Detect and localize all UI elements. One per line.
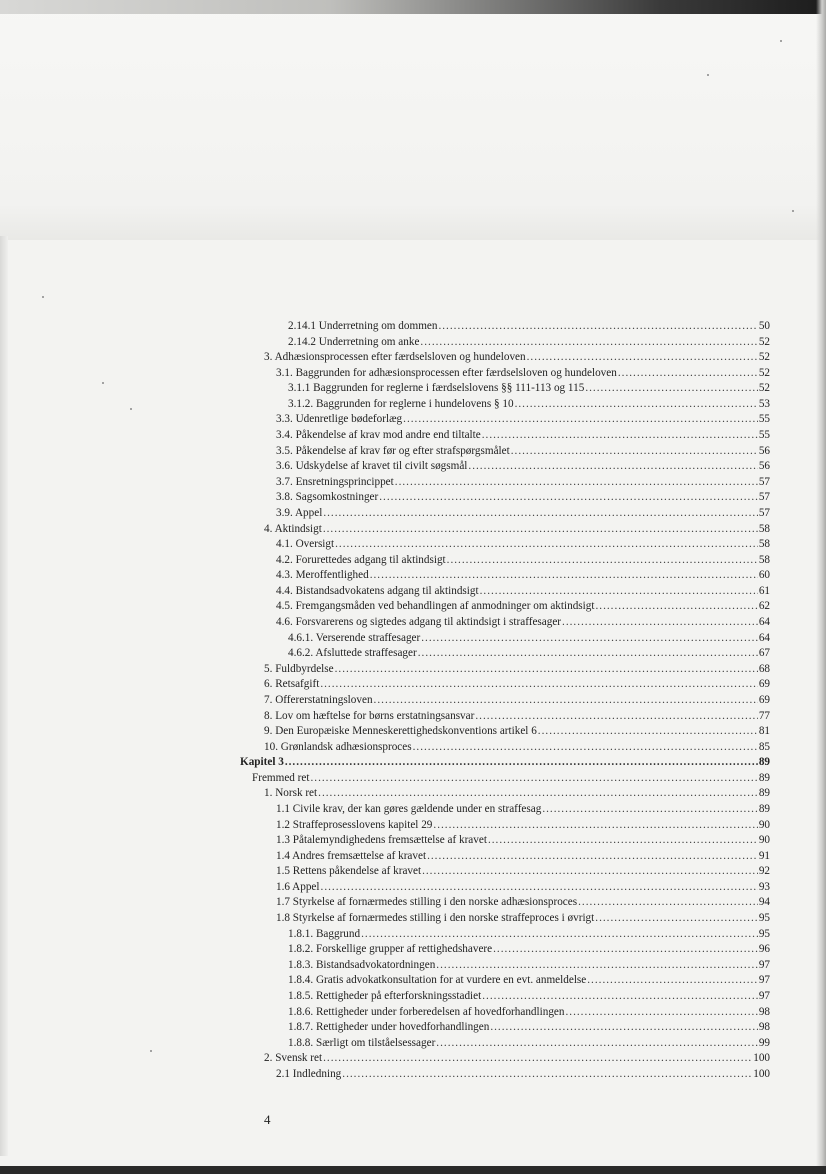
- toc-leader-dots: [403, 411, 758, 427]
- toc-entry[interactable]: [264, 708, 770, 724]
- toc-entry[interactable]: [276, 567, 770, 583]
- toc-entry-page: 95: [758, 927, 770, 940]
- toc-leader-dots: [374, 692, 758, 708]
- toc-entry[interactable]: [288, 1004, 770, 1020]
- toc-leader-dots: [436, 1035, 758, 1051]
- toc-entry[interactable]: [276, 505, 770, 521]
- toc-entry-page: 69: [758, 693, 770, 706]
- toc-entry[interactable]: [288, 396, 770, 412]
- toc-entry[interactable]: [288, 988, 770, 1004]
- toc-entry-label: 2.1 Indledning: [276, 1067, 342, 1080]
- toc-entry[interactable]: [276, 536, 770, 552]
- toc-entry-label: 4.5. Fremgangsmåden ved behandlingen af anmodninger om aktindsigt: [276, 600, 595, 613]
- scan-speck: [130, 408, 132, 410]
- toc-entry-page: 89: [758, 787, 770, 800]
- toc-entry[interactable]: [264, 692, 770, 708]
- toc-entry-label: 6. Retsafgift: [264, 678, 320, 691]
- toc-entry-page: 52: [758, 366, 770, 379]
- toc-leader-dots: [418, 645, 758, 661]
- toc-entry-label: Kapitel 3: [240, 756, 284, 769]
- toc-leader-dots: [321, 879, 758, 895]
- toc-entry-label: 3.7. Ensretningsprincippet: [276, 475, 394, 488]
- toc-entry-label: 5. Fuldbyrdelse: [264, 662, 334, 675]
- toc-entry-page: 95: [758, 912, 770, 925]
- toc-entry-label: 1.7 Styrkelse af fornærmedes stilling i den norske adhæsionsproces: [276, 896, 578, 909]
- toc-entry[interactable]: [288, 972, 770, 988]
- toc-entry-label: 2. Svensk ret: [264, 1052, 323, 1065]
- toc-leader-dots: [447, 552, 758, 568]
- toc-entry-page: 97: [758, 989, 770, 1002]
- toc-leader-dots: [335, 536, 758, 552]
- toc-entry-label: 2.14.2 Underretning om anke: [288, 335, 420, 348]
- toc-entry[interactable]: [288, 926, 770, 942]
- toc-entry-page: 77: [758, 709, 770, 722]
- toc-entry-page: 100: [753, 1052, 770, 1065]
- toc-entry[interactable]: [276, 1066, 770, 1082]
- toc-entry-label: 1.5 Rettens påkendelse af kravet: [276, 865, 422, 878]
- toc-entry-label: Fremmed ret: [252, 771, 310, 784]
- toc-leader-dots: [438, 318, 757, 334]
- toc-entry-label: 4.2. Forurettedes adgang til aktindsigt: [276, 553, 446, 566]
- toc-leader-dots: [578, 894, 758, 910]
- toc-entry-page: 92: [758, 865, 770, 878]
- toc-entry-label: 9. Den Europæiske Menneskerettighedskonventions artikel 6: [264, 725, 537, 738]
- toc-entry[interactable]: [252, 770, 770, 786]
- scan-right-edge: [816, 0, 826, 1174]
- toc-entry-label: 1.8.8. Særligt om tilståelsessager: [288, 1036, 436, 1049]
- toc-leader-dots: [565, 1004, 757, 1020]
- toc-entry[interactable]: [288, 630, 770, 646]
- scan-speck: [780, 40, 782, 42]
- toc-entry-label: 4.6. Forsvarerens og sigtedes adgang til aktindsigt i straffesager: [276, 616, 562, 629]
- toc-entry[interactable]: [276, 863, 770, 879]
- toc-entry-label: 1.4 Andres fremsættelse af kravet: [276, 849, 427, 862]
- toc-entry-page: 60: [758, 569, 770, 582]
- toc-entry[interactable]: [276, 910, 770, 926]
- toc-leader-dots: [482, 427, 758, 443]
- toc-entry-page: 64: [758, 631, 770, 644]
- toc-entry-label: 8. Lov om hæftelse for børns erstatningsansvar: [264, 709, 475, 722]
- toc-entry-label: 10. Grønlandsk adhæsionsproces: [264, 740, 412, 753]
- toc-entry-label: 3.5. Påkendelse af krav før og efter strafspørgsmålet: [276, 444, 510, 457]
- toc-leader-dots: [422, 863, 758, 879]
- toc-entry-page: 64: [758, 616, 770, 629]
- toc-leader-dots: [420, 334, 757, 350]
- toc-entry-label: 1.6 Appel: [276, 880, 320, 893]
- toc-entry-page: 55: [758, 429, 770, 442]
- toc-leader-dots: [361, 926, 758, 942]
- toc-entry-page: 58: [758, 522, 770, 535]
- toc-entry-page: 56: [758, 460, 770, 473]
- toc-entry-page: 52: [758, 351, 770, 364]
- toc-entry[interactable]: [288, 1019, 770, 1035]
- toc-leader-dots: [427, 848, 758, 864]
- toc-leader-dots: [490, 1019, 757, 1035]
- toc-leader-dots: [323, 521, 758, 537]
- scan-speck: [150, 1050, 152, 1052]
- toc-leader-dots: [413, 739, 758, 755]
- toc-entry[interactable]: [276, 583, 770, 599]
- toc-entry-page: 97: [758, 958, 770, 971]
- toc-entry[interactable]: [288, 380, 770, 396]
- toc-entry-page: 57: [758, 506, 770, 519]
- toc-entry[interactable]: [288, 645, 770, 661]
- toc-entry[interactable]: [276, 832, 770, 848]
- toc-entry-label: 4.6.2. Afsluttede straffesager: [288, 647, 417, 660]
- scan-speck: [102, 382, 104, 384]
- toc-entry-label: 1.8.4. Gratis advokatkonsultation for at vurdere en evt. anmeldelse: [288, 974, 587, 987]
- toc-leader-dots: [618, 365, 758, 381]
- toc-leader-dots: [323, 1050, 752, 1066]
- toc-leader-dots: [527, 349, 758, 365]
- toc-leader-dots: [595, 910, 758, 926]
- toc-leader-dots: [323, 505, 758, 521]
- toc-leader-dots: [342, 1066, 752, 1082]
- toc-entry[interactable]: [288, 334, 770, 350]
- toc-entry[interactable]: [276, 411, 770, 427]
- toc-entry-label: 1.8.3. Bistandsadvokatordningen: [288, 958, 436, 971]
- toc-leader-dots: [318, 785, 758, 801]
- toc-entry-label: 1.8 Styrkelse af fornærmedes stilling i den norske straffeproces i øvrigt: [276, 912, 595, 925]
- toc-entry[interactable]: [264, 1050, 770, 1066]
- toc-entry[interactable]: [276, 489, 770, 505]
- toc-entry[interactable]: [288, 957, 770, 973]
- toc-entry-page: 68: [758, 662, 770, 675]
- toc-leader-dots: [595, 598, 757, 614]
- toc-entry-page: 62: [758, 600, 770, 613]
- toc-entry-label: 1.8.6. Rettigheder under forberedelsen af hovedforhandlingen: [288, 1005, 565, 1018]
- toc-entry[interactable]: [288, 941, 770, 957]
- toc-entry-page: 58: [758, 553, 770, 566]
- toc-entry-page: 52: [758, 382, 770, 395]
- toc-entry[interactable]: [276, 458, 770, 474]
- toc-entry-label: 3.1.2. Baggrunden for reglerne i hundelovens § 10: [288, 397, 514, 410]
- toc-entry-page: 100: [753, 1067, 770, 1080]
- toc-entry[interactable]: [240, 754, 770, 770]
- toc-leader-dots: [335, 661, 758, 677]
- toc-entry-label: 3.3. Udenretlige bødeforlæg: [276, 413, 403, 426]
- toc-entry-page: 98: [758, 1005, 770, 1018]
- toc-leader-dots: [542, 801, 758, 817]
- toc-entry-label: 3.1.1 Baggrunden for reglerne i færdselslovens §§ 111-113 og 115: [288, 382, 585, 395]
- toc-entry-page: 96: [758, 943, 770, 956]
- toc-entry-label: 1.8.5. Rettigheder på efterforskningsstadiet: [288, 989, 482, 1002]
- toc-entry-label: 4. Aktindsigt: [264, 522, 322, 535]
- toc-leader-dots: [482, 988, 758, 1004]
- toc-entry-label: 1. Norsk ret: [264, 787, 318, 800]
- toc-entry-page: 50: [758, 320, 770, 332]
- toc-leader-dots: [538, 723, 758, 739]
- toc-entry-label: 3.4. Påkendelse af krav mod andre end tiltalte: [276, 429, 481, 442]
- toc-leader-dots: [515, 396, 758, 412]
- toc-entry-page: 98: [758, 1021, 770, 1034]
- toc-entry[interactable]: [264, 676, 770, 692]
- toc-entry-label: 4.4. Bistandsadvokatens adgang til aktindsigt: [276, 584, 479, 597]
- toc-entry[interactable]: [288, 1035, 770, 1051]
- toc-entry-page: 93: [758, 880, 770, 893]
- toc-entry[interactable]: [276, 427, 770, 443]
- toc-entry-label: 2.14.1 Underretning om dommen: [288, 320, 438, 332]
- toc-entry-page: 97: [758, 974, 770, 987]
- toc-entry-page: 57: [758, 491, 770, 504]
- toc-leader-dots: [488, 832, 758, 848]
- toc-leader-dots: [585, 380, 758, 396]
- toc-leader-dots: [511, 443, 758, 459]
- toc-leader-dots: [310, 770, 757, 786]
- toc-entry[interactable]: [276, 848, 770, 864]
- toc-entry[interactable]: [276, 879, 770, 895]
- toc-entry-label: 1.1 Civile krav, der kan gøres gældende under en straffesag: [276, 802, 542, 815]
- toc-entry[interactable]: [264, 785, 770, 801]
- toc-entry[interactable]: [276, 801, 770, 817]
- toc-entry[interactable]: [288, 318, 770, 334]
- toc-entry-page: 91: [758, 849, 770, 862]
- toc-leader-dots: [421, 630, 758, 646]
- toc-entry-label: 1.2 Straffeprosesslovens kapitel 29: [276, 818, 433, 831]
- toc-entry-label: 3. Adhæsionsprocessen efter færdselsloven og hundeloven: [264, 351, 526, 364]
- toc-entry-page: 56: [758, 444, 770, 457]
- toc-entry[interactable]: [264, 661, 770, 677]
- toc-entry[interactable]: [276, 614, 770, 630]
- toc-leader-dots: [285, 754, 758, 770]
- toc-entry[interactable]: [276, 474, 770, 490]
- toc-entry-label: 3.1. Baggrunden for adhæsionsprocessen efter færdselsloven og hundeloven: [276, 366, 617, 379]
- toc-entry-label: 3.6. Udskydelse af kravet til civilt søgsmål: [276, 460, 468, 473]
- toc-entry[interactable]: [264, 723, 770, 739]
- toc-entry[interactable]: [276, 552, 770, 568]
- toc-entry-page: 94: [758, 896, 770, 909]
- toc-entry-page: 89: [758, 802, 770, 815]
- scan-left-fold: [0, 236, 8, 1156]
- toc-entry-page: 67: [758, 647, 770, 660]
- toc-leader-dots: [493, 941, 758, 957]
- toc-entry-label: 1.3 Påtalemyndighedens fremsættelse af kravet: [276, 834, 487, 847]
- toc-leader-dots: [468, 458, 757, 474]
- toc-entry-page: 53: [758, 397, 770, 410]
- scan-top-edge: [0, 0, 826, 14]
- toc-entry-page: 90: [758, 834, 770, 847]
- toc-entry-page: 58: [758, 538, 770, 551]
- toc-entry-label: 3.9. Appel: [276, 506, 323, 519]
- toc-entry-page: 69: [758, 678, 770, 691]
- scan-speck: [42, 296, 44, 298]
- toc-leader-dots: [475, 708, 757, 724]
- toc-leader-dots: [370, 567, 758, 583]
- toc-leader-dots: [320, 676, 758, 692]
- toc-entry-page: 90: [758, 818, 770, 831]
- toc-entry-page: 89: [758, 771, 770, 784]
- toc-entry-label: 4.3. Meroffentlighed: [276, 569, 369, 582]
- toc-entry[interactable]: [264, 521, 770, 537]
- toc-entry[interactable]: [264, 739, 770, 755]
- scan-top-band: [0, 0, 826, 240]
- scan-speck: [707, 74, 709, 76]
- toc-entry-page: 81: [758, 725, 770, 738]
- toc-entry-page: 99: [758, 1036, 770, 1049]
- toc-leader-dots: [480, 583, 758, 599]
- toc-entry-page: 57: [758, 475, 770, 488]
- toc-entry[interactable]: [276, 894, 770, 910]
- toc-leader-dots: [436, 957, 758, 973]
- toc-entry-label: 1.8.1. Baggrund: [288, 927, 361, 940]
- toc-leader-dots: [433, 817, 757, 833]
- toc-entry-label: 3.8. Sagsomkostninger: [276, 491, 379, 504]
- toc-leader-dots: [587, 972, 758, 988]
- scan-speck: [792, 210, 794, 212]
- toc-entry-page: 89: [758, 756, 770, 769]
- toc-entry-label: 1.8.7. Rettigheder under hovedforhandlingen: [288, 1021, 490, 1034]
- toc-entry-label: 1.8.2. Forskellige grupper af rettighedshavere: [288, 943, 493, 956]
- toc-entry-page: 61: [758, 584, 770, 597]
- toc-entry-label: 7. Offererstatningsloven: [264, 693, 373, 706]
- toc-entry-page: 85: [758, 740, 770, 753]
- toc-leader-dots: [562, 614, 758, 630]
- toc-leader-dots: [395, 474, 758, 490]
- page-number: 4: [264, 1112, 271, 1127]
- toc-leader-dots: [379, 489, 758, 505]
- toc-entry[interactable]: [276, 817, 770, 833]
- toc-entry[interactable]: [276, 443, 770, 459]
- toc-entry[interactable]: [264, 349, 770, 365]
- toc-entry-label: 4.1. Oversigt: [276, 538, 335, 551]
- toc-entry-page: 52: [758, 335, 770, 348]
- toc-entry[interactable]: [276, 365, 770, 381]
- toc-entry-label: 4.6.1. Verserende straffesager: [288, 631, 421, 644]
- toc-entry[interactable]: [276, 598, 770, 614]
- toc-entry-page: 55: [758, 413, 770, 426]
- scan-bottom-edge: [0, 1166, 826, 1174]
